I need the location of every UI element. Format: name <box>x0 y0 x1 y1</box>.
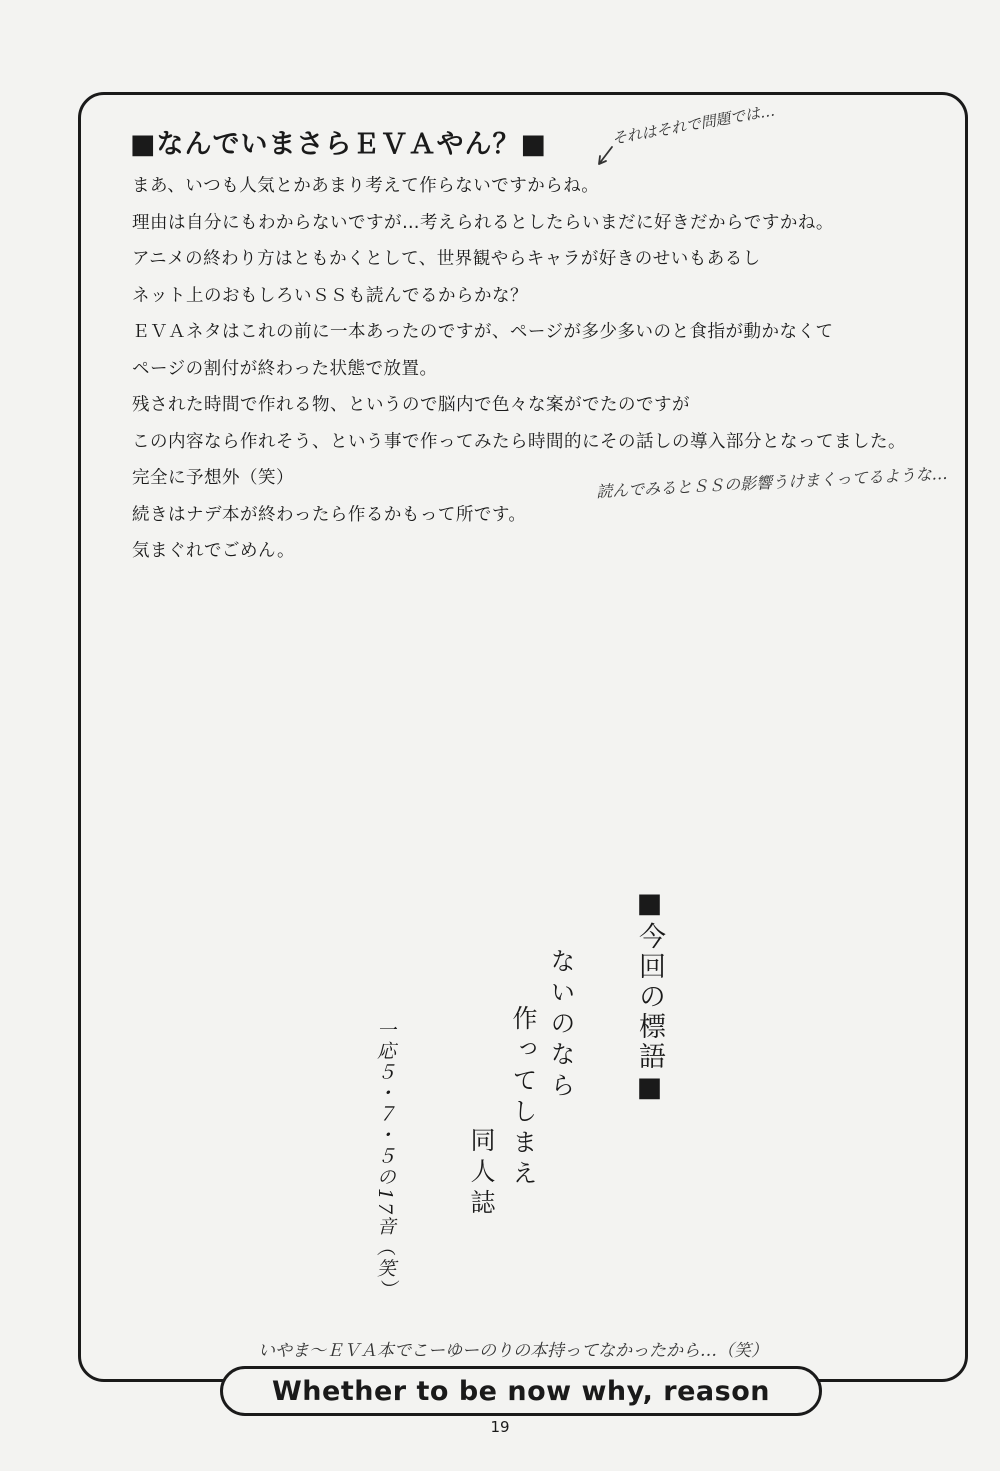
body-line: 理由は自分にもわからないですが…考えられるとしたらいまだに好きだからですかね。 <box>132 212 834 233</box>
body-text <box>132 168 906 570</box>
slogan-line-2: 作ってしまえ <box>509 1005 538 1191</box>
handwritten-note-middle: 読んでみるとＳＳの影響うけまくってるような… <box>595 463 948 502</box>
body-line: ページの割付が終わった状態で放置。 <box>132 358 438 379</box>
body-line: 続きはナデ本が終わったら作るかもって所です。 <box>132 504 527 525</box>
body-line: 完全に予想外（笑） <box>132 468 294 488</box>
body-line: ネット上のおもしろいＳＳも読んでるからかな？ <box>132 285 528 306</box>
body-line: まあ、いつも人気とかあまり考えて作らないですからね。 <box>132 176 600 196</box>
slogan-line-3: 同人誌 <box>467 1127 496 1220</box>
slogan-line-1: ないのなら <box>547 948 576 1103</box>
section-heading: ■なんでいまさらＥＶＡやん？■ <box>130 129 548 160</box>
body-line: アニメの終わり方はともかくとして、世界観やらキャラが好きのせいもあるし <box>132 249 761 269</box>
handwritten-note-top: それはそれで問題では… <box>610 101 777 148</box>
slogan-handwritten-note: 一応５・７・５の17音（笑） <box>374 1020 396 1301</box>
body-line: 残された時間で作れる物、というので脳内で色々な案がでたのですが <box>132 395 690 415</box>
banner-text: Whether to be now why, reason <box>272 1375 770 1407</box>
handwritten-note-bottom: いやま〜ＥＶＡ本でこーゆーのりの本持ってなかったから…（笑） <box>258 1341 768 1361</box>
body-line: 気まぐれでごめん。 <box>132 541 296 561</box>
slogan-title: ■今回の標語■ <box>634 888 665 1106</box>
body-line: この内容なら作れそう、という事で作ってみたら時間的にその話しの導入部分となってました。 <box>132 431 906 452</box>
title-banner <box>220 1366 822 1416</box>
page-number: 19 <box>490 1418 510 1436</box>
body-line: ＥＶＡネタはこれの前に一本あったのですが、ページが多少多いのと食指が動かなくて <box>132 322 834 342</box>
